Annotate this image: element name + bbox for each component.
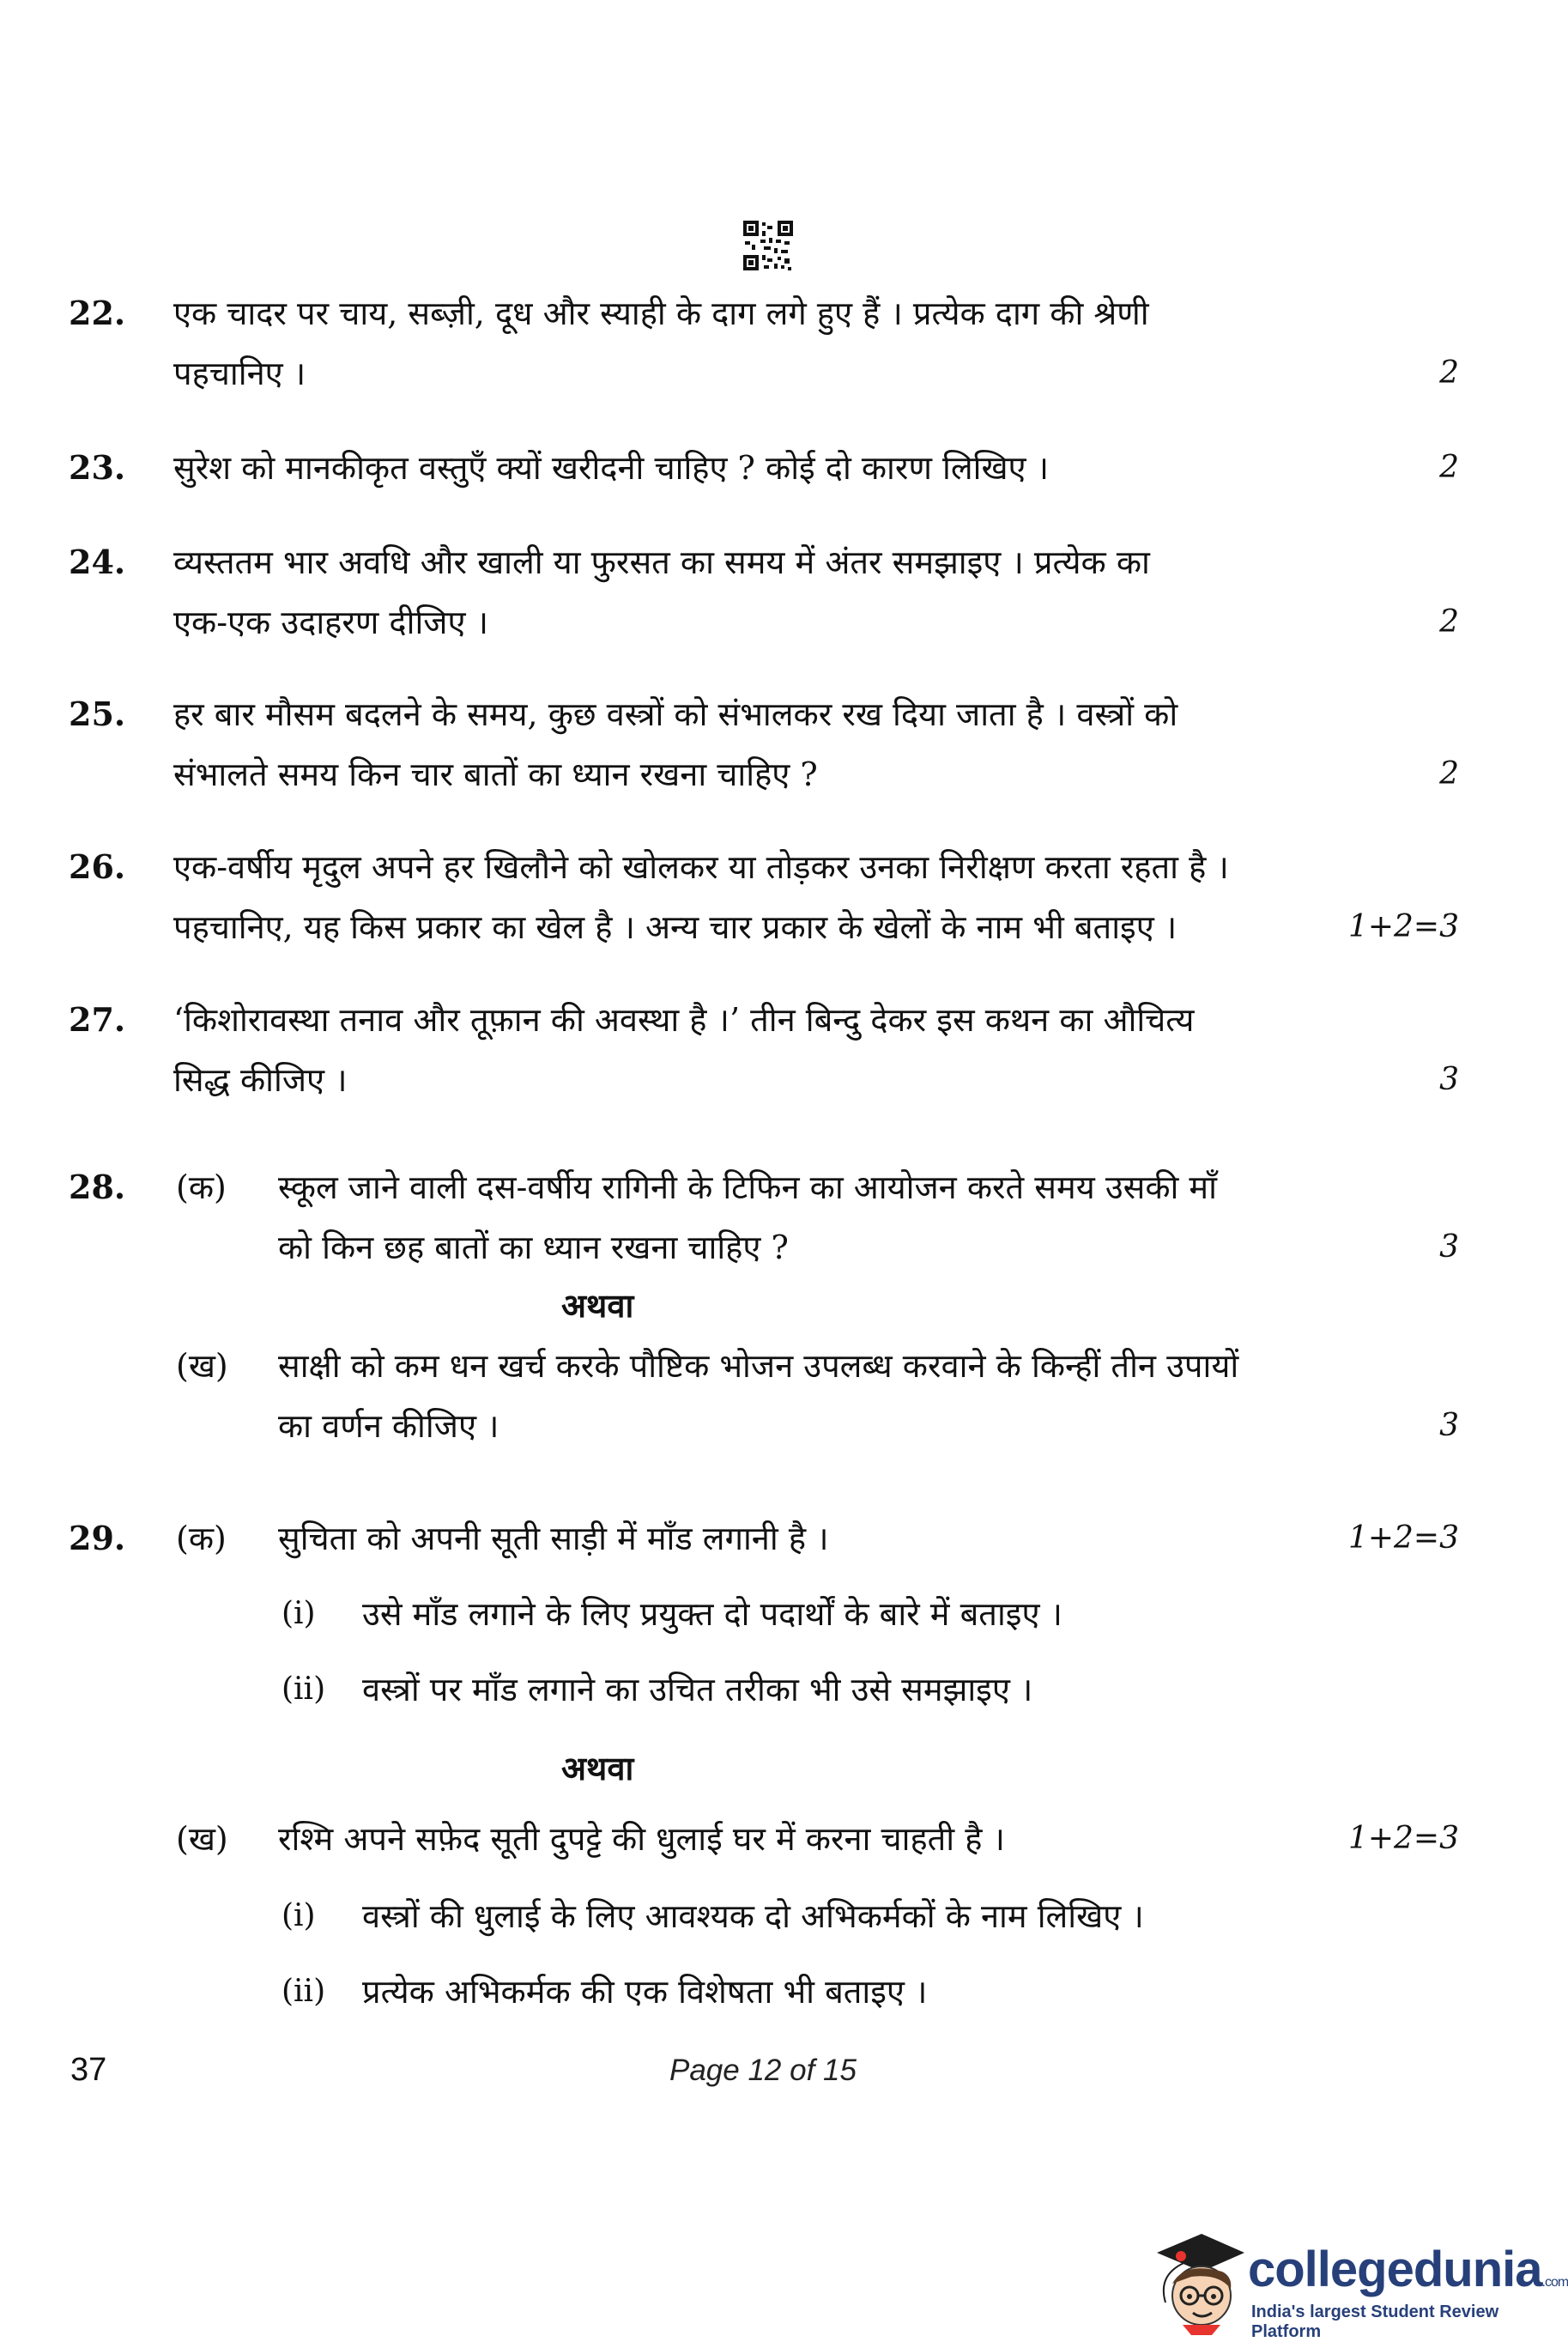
marks: 3	[1439, 1229, 1459, 1265]
question-line: को किन छह बातों का ध्यान रखना चाहिए ?	[278, 1229, 789, 1266]
subpart-label: (i)	[282, 1596, 316, 1631]
question-line: पहचानिए, यह किस प्रकार का खेल है । अन्य चार प्रकार के खेलों के नाम भी बताइए ।	[173, 908, 1178, 946]
subpart-text: उसे माँड लगाने के लिए प्रयुक्त दो पदार्थों के बारे में बताइए ।	[362, 1595, 1062, 1633]
question-text	[173, 837, 1452, 957]
question-line: एक चादर पर चाय, सब्ज़ी, दूध और स्याही के दाग लगे हुए हैं । प्रत्येक दाग की श्रेणी	[173, 294, 1149, 332]
question-line: का वर्णन कीजिए ।	[278, 1407, 499, 1445]
option-label: (ख)	[176, 1820, 228, 1858]
page-number	[669, 2054, 875, 2088]
mascot-icon	[1140, 2224, 1251, 2335]
option-label: (क)	[176, 1520, 227, 1557]
question-line: सिद्ध कीजिए ।	[173, 1061, 348, 1099]
question-text	[173, 283, 1452, 403]
question-line: व्यस्ततम भार अवधि और खाली या फुरसत का समय में अंतर समझाइए । प्रत्येक का	[173, 543, 1150, 581]
option-label: (क)	[176, 1168, 227, 1206]
logo-tagline: India's largest Student Review Platform	[1251, 2303, 1499, 2341]
option-text: रश्मि अपने सफ़ेद सूती दुपट्टे की धुलाई घर में करना चाहती है ।	[278, 1820, 1005, 1858]
marks: 2	[1439, 355, 1459, 391]
question-text	[173, 438, 1452, 498]
question-number: 29.	[69, 1519, 126, 1557]
marks: 3	[1439, 1062, 1459, 1097]
subpart-text: वस्त्रों की धुलाई के लिए आवश्यक दो अभिकर्मकों के नाम लिखिए ।	[362, 1897, 1144, 1935]
question-number: 22.	[69, 294, 126, 332]
question-line: पहचानिए ।	[173, 355, 306, 392]
page-total: 15	[823, 2054, 857, 2087]
subpart-label: (ii)	[282, 1672, 326, 1707]
marks: 3	[1439, 1408, 1459, 1443]
option-text	[278, 1336, 1454, 1456]
question-line: एक-एक उदाहरण दीजिए ।	[173, 604, 488, 641]
marks: 1+2=3	[1347, 1821, 1459, 1856]
logo-name: collegedunia.com	[1248, 2242, 1568, 2297]
or-separator: अथवा	[561, 1286, 634, 1325]
question-number: 25.	[69, 695, 126, 733]
option-text: सुचिता को अपनी सूती साड़ी में माँड लगानी है ।	[278, 1520, 829, 1557]
option-text	[278, 1157, 1454, 1277]
page-of: of	[781, 2054, 824, 2087]
marks: 1+2=3	[1347, 909, 1459, 944]
page-prefix: Page	[669, 2054, 748, 2087]
subpart-text: वस्त्रों पर माँड लगाने का उचित तरीका भी उसे समझाइए ।	[362, 1671, 1033, 1708]
option-label: (ख)	[176, 1347, 228, 1385]
marks: 2	[1439, 450, 1459, 485]
question-line: सुरेश को मानकीकृत वस्तुएँ क्यों खरीदनी चाहिए ? कोई दो कारण लिखिए ।	[173, 449, 1050, 487]
question-number: 28.	[69, 1168, 126, 1206]
logo-suffix: .com	[1541, 2275, 1568, 2290]
question-number: 23.	[69, 448, 126, 487]
question-text	[173, 684, 1452, 804]
qr-code-icon	[743, 221, 793, 270]
question-line: एक-वर्षीय मृदुल अपने हर खिलौने को खोलकर या तोड़कर उनका निरीक्षण करता रहता है ।	[173, 848, 1229, 886]
question-number: 24.	[69, 543, 126, 581]
marks: 2	[1439, 604, 1459, 640]
question-text	[173, 532, 1452, 652]
subpart-label: (i)	[282, 1898, 316, 1933]
question-number: 26.	[69, 847, 126, 886]
question-line: ‘किशोरावस्था तनाव और तूफ़ान की अवस्था है ।’ तीन बिन्दु देकर इस कथन का औचित्य	[173, 1001, 1195, 1039]
question-28	[69, 1157, 1459, 1466]
question-line: साक्षी को कम धन खर्च करके पौष्टिक भोजन उपलब्ध करवाने के किन्हीं तीन उपायों	[278, 1347, 1239, 1385]
collegedunia-logo	[1140, 2224, 1568, 2341]
subpart-text: प्रत्येक अभिकर्मक की एक विशेषता भी बताइए ।	[362, 1973, 928, 2011]
question-line: स्कूल जाने वाली दस-वर्षीय रागिनी के टिफिन का आयोजन करते समय उसकी माँ	[278, 1168, 1217, 1206]
question-line: हर बार मौसम बदलने के समय, कुछ वस्त्रों को संभालकर रख दिया जाता है । वस्त्रों को	[173, 695, 1178, 733]
or-separator: अथवा	[561, 1749, 634, 1787]
question-text	[173, 990, 1452, 1110]
question-number: 27.	[69, 1000, 126, 1039]
marks: 2	[1439, 756, 1459, 792]
page-current: 12	[748, 2054, 782, 2087]
marks: 1+2=3	[1347, 1520, 1459, 1556]
paper-code: 37	[70, 2052, 107, 2088]
question-29	[69, 1508, 1459, 2023]
subpart-label: (ii)	[282, 1974, 326, 2009]
question-line: संभालते समय किन चार बातों का ध्यान रखना चाहिए ?	[173, 755, 818, 793]
